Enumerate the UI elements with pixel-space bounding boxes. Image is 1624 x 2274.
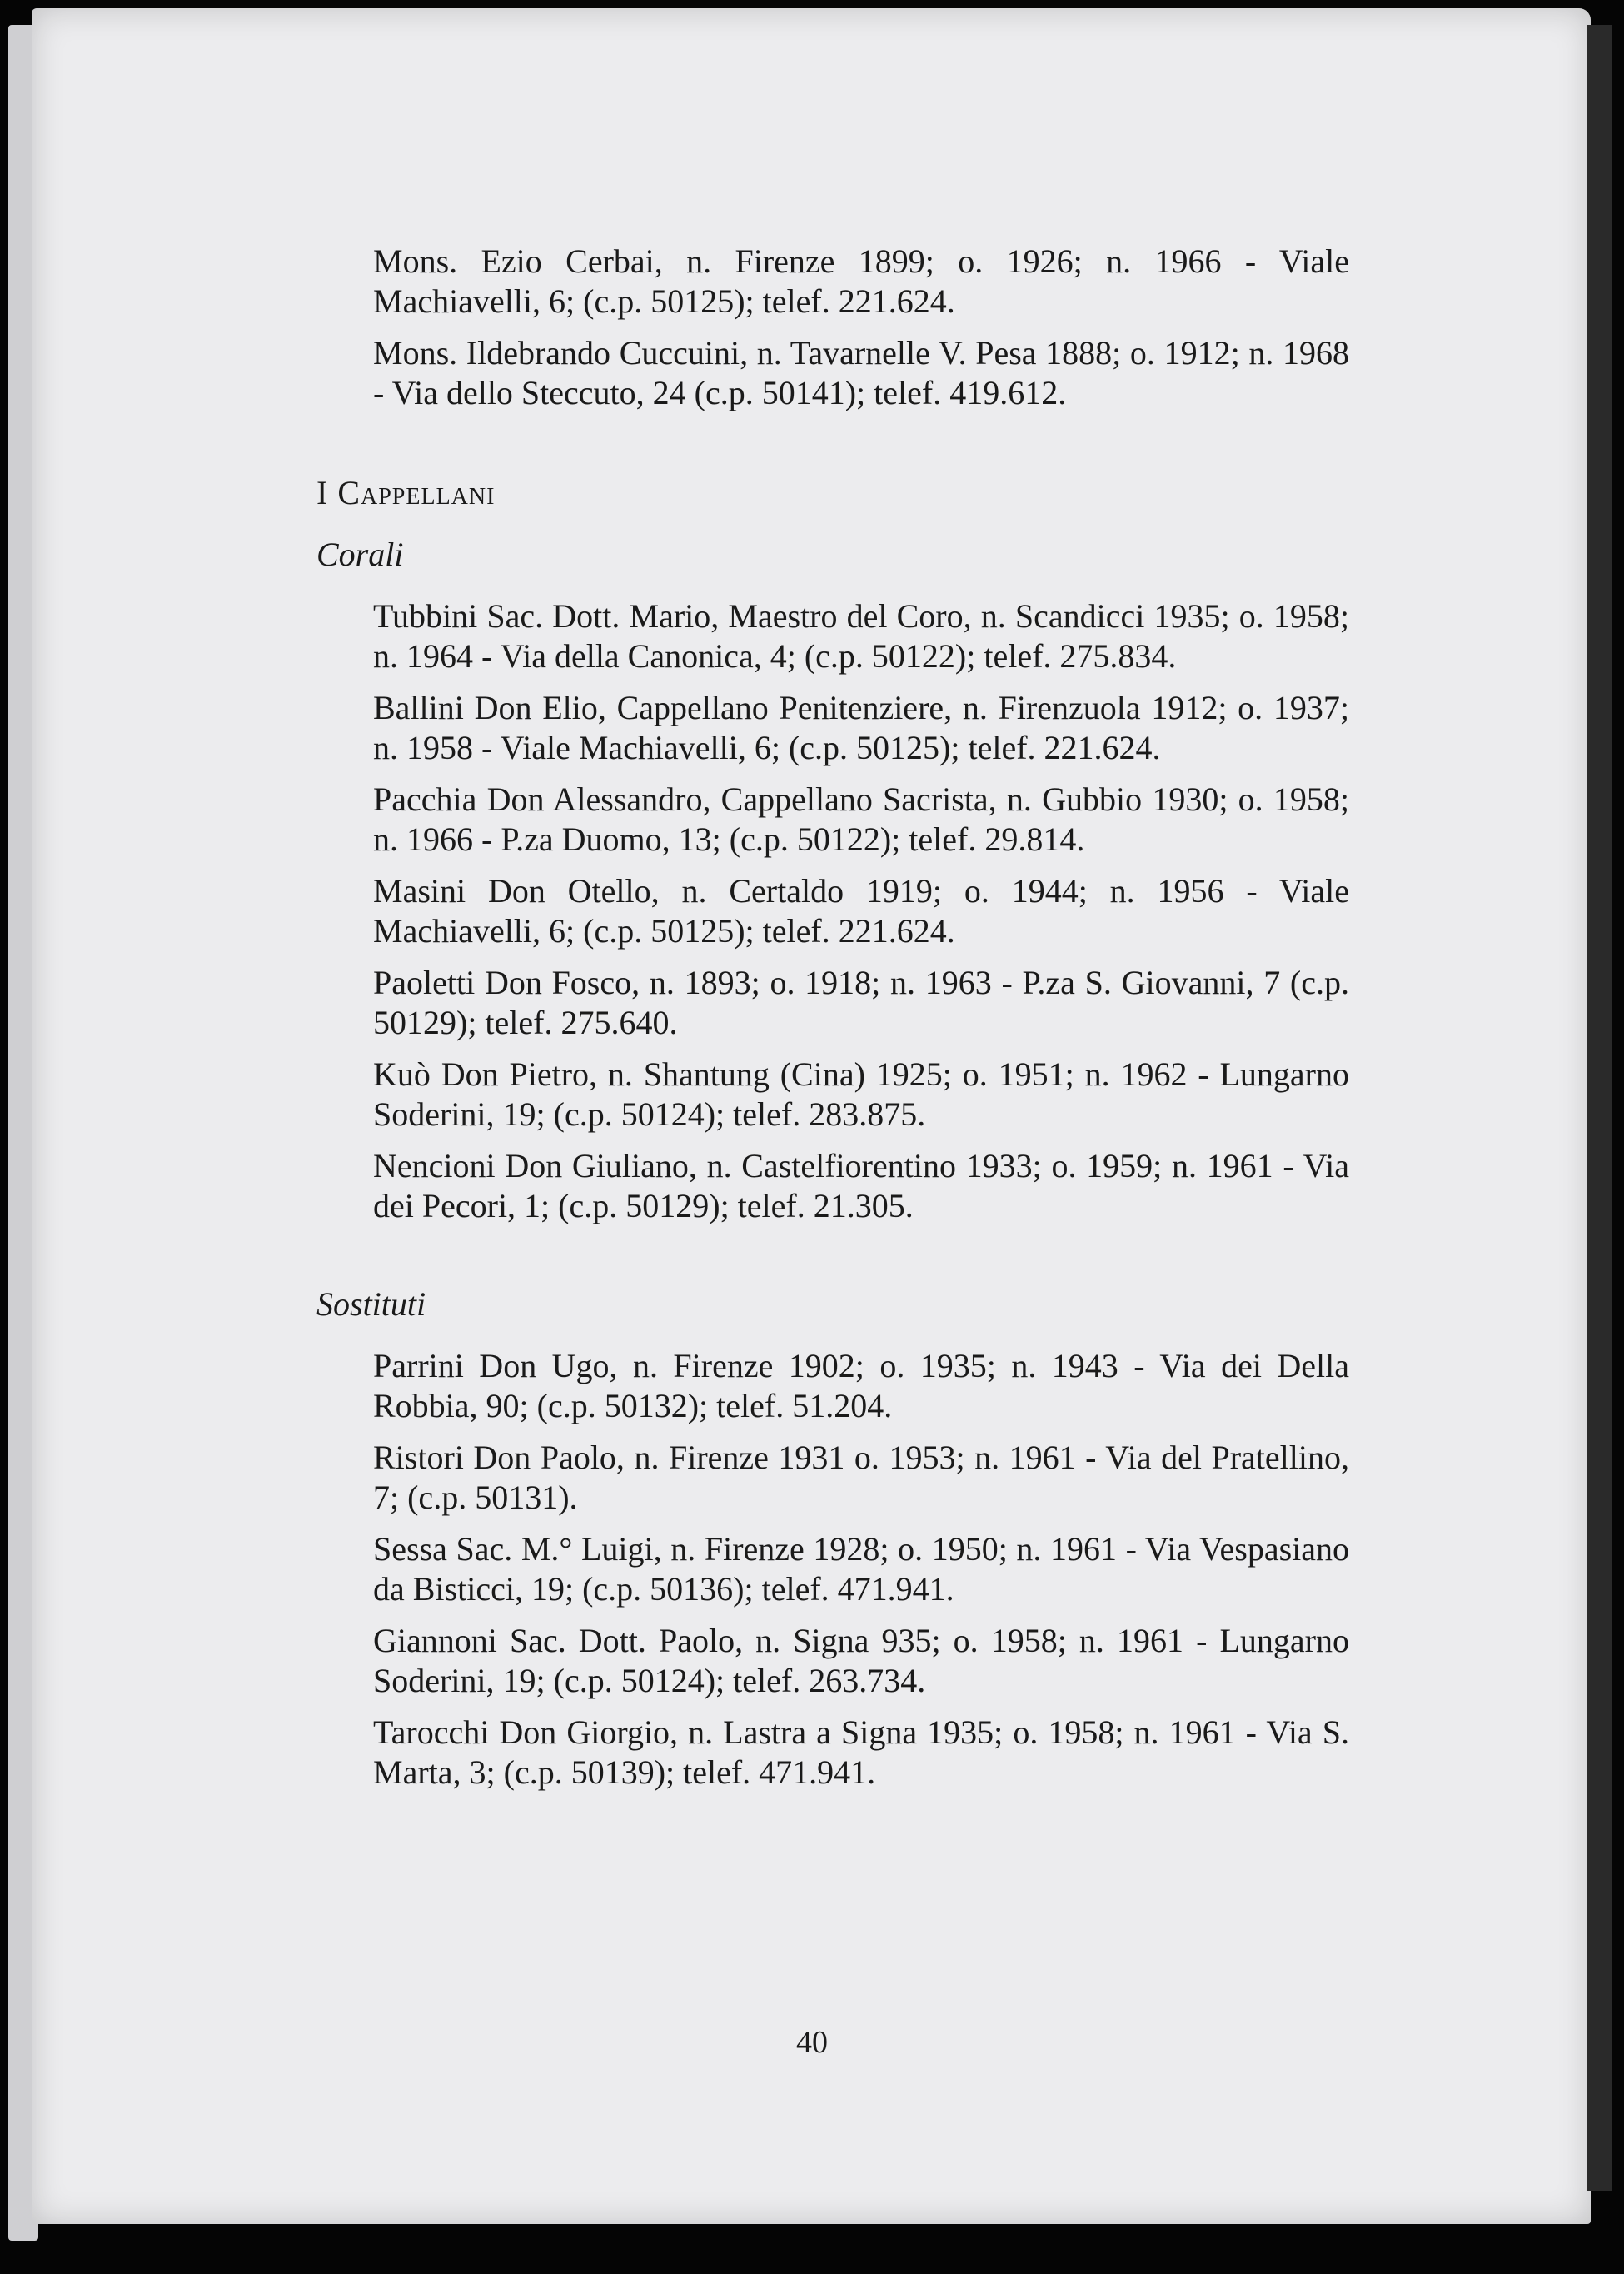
entry-tarocchi: Tarocchi Don Giorgio, n. Lastra a Signa 1935; o. 1958; n. 1961 - Via S. Marta, 3; (c.p. 50139); telef. 471.941. xyxy=(373,1713,1349,1791)
entry-cerbai: Mons. Ezio Cerbai, n. Firenze 1899; o. 1926; n. 1966 - Viale Machiavelli, 6; (c.p. 50125); telef. 221.624. xyxy=(373,242,1349,320)
entry-kuo: Kuò Don Pietro, n. Shantung (Cina) 1925; o. 1951; n. 1962 - Lungarno Soderini, 19; (c.p. 50124); telef. 283.875. xyxy=(373,1055,1349,1133)
subsection-sostituti-title: Sostituti xyxy=(316,1285,426,1323)
entry-pacchia: Pacchia Don Alessandro, Cappellano Sacrista, n. Gubbio 1930; o. 1958; n. 1966 - P.za Duomo, 13; (c.p. 50122); telef. 29.814. xyxy=(373,780,1349,858)
entry-sessa: Sessa Sac. M.° Luigi, n. Firenze 1928; o. 1950; n. 1961 - Via Vespasiano da Bisticci, 19; (c.p. 50136); telef. 471.941. xyxy=(373,1530,1349,1608)
subsection-corali-title: Corali xyxy=(316,536,404,573)
entry-masini: Masini Don Otello, n. Certaldo 1919; o. 1944; n. 1956 - Viale Machiavelli, 6; (c.p. 50125); telef. 221.624. xyxy=(373,872,1349,950)
entry-parrini: Parrini Don Ugo, n. Firenze 1902; o. 1935; n. 1943 - Via dei Della Robbia, 90; (c.p. 50132); telef. 51.204. xyxy=(373,1347,1349,1424)
entry-giannoni: Giannoni Sac. Dott. Paolo, n. Signa 935; o. 1958; n. 1961 - Lungarno Soderini, 19; (c.p. 50124); telef. 263.734. xyxy=(373,1622,1349,1699)
page-number: 40 xyxy=(796,2025,828,2060)
page-content xyxy=(316,242,1349,1804)
section-title xyxy=(316,473,1349,513)
entry-cuccuini: Mons. Ildebrando Cuccuini, n. Tavarnelle V. Pesa 1888; o. 1912; n. 1968 - Via dello Steccuto, 24 (c.p. 50141); telef. 419.612. xyxy=(373,334,1349,411)
binding-edge xyxy=(1587,25,1612,2191)
entry-nencioni: Nencioni Don Giuliano, n. Castelfiorentino 1933; o. 1959; n. 1961 - Via dei Pecori, 1; (c.p. 50129); telef. 21.305. xyxy=(373,1147,1349,1224)
entry-ballini: Ballini Don Elio, Cappellano Penitenziere, n. Firenzuola 1912; o. 1937; n. 1958 - Viale Machiavelli, 6; (c.p. 50125); telef. 221.624. xyxy=(373,689,1349,766)
section-title-text: I Cappellani xyxy=(316,474,496,511)
entry-paoletti: Paoletti Don Fosco, n. 1893; o. 1918; n. 1963 - P.za S. Giovanni, 7 (c.p. 50129); telef. 275.640. xyxy=(373,964,1349,1041)
entry-ristori: Ristori Don Paolo, n. Firenze 1931 o. 1953; n. 1961 - Via del Pratellino, 7; (c.p. 50131). xyxy=(373,1439,1349,1516)
entry-tubbini: Tubbini Sac. Dott. Mario, Maestro del Coro, n. Scandicci 1935; o. 1958; n. 1964 - Via della Canonica, 4; (c.p. 50122); telef. 275.834. xyxy=(373,597,1349,675)
